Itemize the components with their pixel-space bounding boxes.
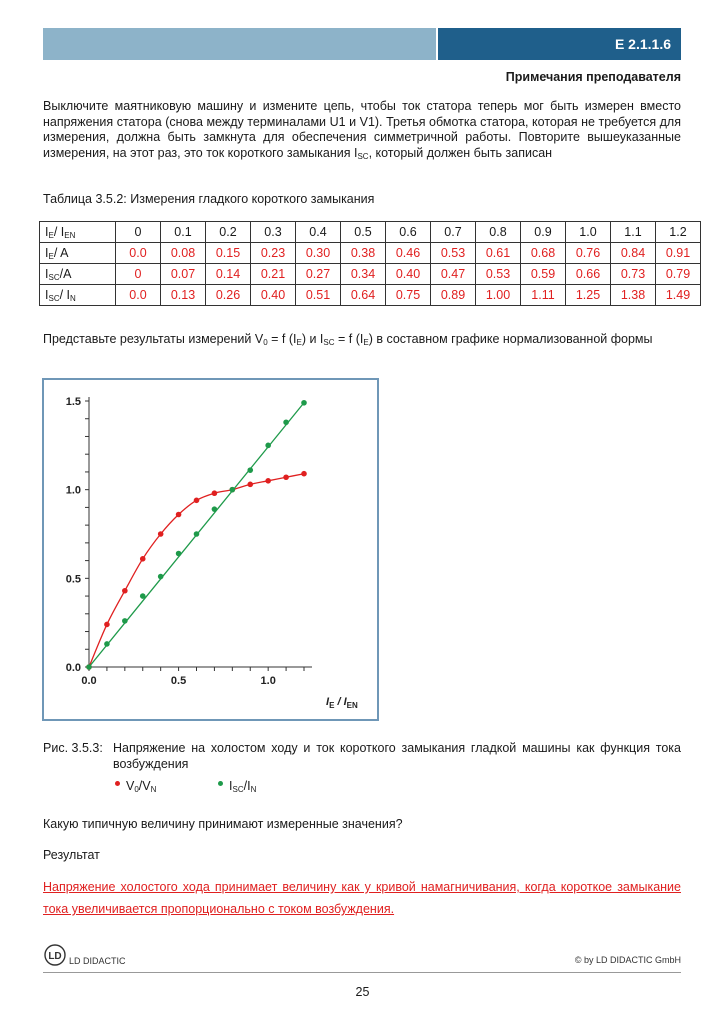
data-point-isc <box>212 506 218 512</box>
table-cell: 0.53 <box>431 243 476 264</box>
answer-text: Напряжение холостого хода принимает величину как у кривой намагничивания, когда короткое замыкание тока увеличивается пропорционально с током возбуждения. <box>43 880 681 916</box>
table-row <box>40 285 701 306</box>
table-cell: 0.0 <box>116 243 161 264</box>
x-tick-label: 1.0 <box>260 675 276 687</box>
copyright: © by LD DIDACTIC GmbH <box>574 955 681 965</box>
table-row-label: $I_{SC}/$ $I_N$ <box>40 285 116 306</box>
result-label: Результат <box>43 848 100 862</box>
chart-frame <box>42 378 379 721</box>
table-header-cell: 0.9 <box>521 222 566 243</box>
table-cell: 1.38 <box>611 285 656 306</box>
table-cell: 0.61 <box>476 243 521 264</box>
table-header-cell: 0.2 <box>206 222 251 243</box>
data-point-v0 <box>194 498 200 504</box>
data-point-v0 <box>247 482 253 488</box>
data-point-isc <box>283 419 289 425</box>
table-header-row <box>40 222 701 243</box>
table-cell: 0.84 <box>611 243 656 264</box>
table-header-cell: 0.1 <box>161 222 206 243</box>
table-cell: 1.25 <box>566 285 611 306</box>
y-tick-label: 1.0 <box>65 484 81 497</box>
table-header-cell: 0.5 <box>341 222 386 243</box>
table-cell: 0.0 <box>116 285 161 306</box>
table-cell: 0.23 <box>251 243 296 264</box>
figure-number: Рис. 3.5.3: <box>43 741 103 755</box>
table-cell: 0.15 <box>206 243 251 264</box>
table-cell: 0.21 <box>251 264 296 285</box>
page-number: 25 <box>355 985 370 999</box>
table-row <box>40 264 701 285</box>
question-text: Какую типичную величину принимают измеренные значения? <box>43 817 403 831</box>
table-header-cell: 0.4 <box>296 222 341 243</box>
ld-logo-icon <box>44 942 66 968</box>
x-tick-label: 0.5 <box>170 675 187 687</box>
table-cell: 0.76 <box>566 243 611 264</box>
data-point-v0 <box>158 531 164 537</box>
logo-text: LD DIDACTIC <box>69 956 126 966</box>
table-cell: 0.07 <box>161 264 206 285</box>
table-cell: 0.40 <box>386 264 431 285</box>
data-point-isc <box>230 487 236 493</box>
table-header-cell: 0.6 <box>386 222 431 243</box>
table-cell: 0.66 <box>566 264 611 285</box>
table-cell: 0.64 <box>341 285 386 306</box>
table-cell: 0.30 <box>296 243 341 264</box>
table-cell: 0.59 <box>521 264 566 285</box>
table-cell: 0.73 <box>611 264 656 285</box>
legend-isc: $I_{SC}/I_N$ <box>218 779 256 793</box>
table-cell: 0.51 <box>296 285 341 306</box>
present-instruction: Представьте результаты измерений $V_0 = f$ $(I_E)$ и $I_{SC} = f$ $(I_E)$ в составном графике нормализованной формы <box>43 332 653 347</box>
data-point-v0 <box>176 512 182 518</box>
table-cell: 0.75 <box>386 285 431 306</box>
table-row <box>40 243 701 264</box>
table-header-cell: 1.0 <box>566 222 611 243</box>
y-tick-label: 0.5 <box>65 573 81 586</box>
chart <box>44 380 381 723</box>
table-header-cell: 0.8 <box>476 222 521 243</box>
data-point-isc <box>301 400 307 406</box>
table-row-label: $I_E/$ A <box>40 243 116 264</box>
data-point-isc <box>265 443 271 449</box>
data-point-isc <box>194 531 200 537</box>
table-header-cell: 1.2 <box>656 222 701 243</box>
table-cell: 0.38 <box>341 243 386 264</box>
x-tick-label: 0.0 <box>81 675 97 687</box>
table-cell: 1.11 <box>521 285 566 306</box>
data-point-isc <box>176 551 182 557</box>
header-code: E 2.1.1.6 <box>438 28 681 60</box>
table-cell: 0.40 <box>251 285 296 306</box>
data-point-isc <box>140 593 146 599</box>
table-header-label: $I_E/$ $I_{EN}$ <box>40 222 116 243</box>
intro-paragraph: Выключите маятниковую машину и измените цепь, чтобы ток статора теперь мог быть измерен вместо напряжения статора (снова между терминалами U1 и V1). Третья обмотка статора, которая не требуется для измерения, должна быть замкнута для обеспечения симметричной работы. Повторите вышеуказанные измерения, на этот раз, это ток короткого замыкания $I_{SC}$, который должен быть записан <box>43 99 681 161</box>
table-cell: 0.13 <box>161 285 206 306</box>
table-cell: 0.34 <box>341 264 386 285</box>
data-point-v0 <box>283 474 289 480</box>
table-cell: 0.27 <box>296 264 341 285</box>
header-bar <box>43 28 436 60</box>
data-point-isc <box>104 641 110 647</box>
data-point-v0 <box>212 490 218 496</box>
footer-divider <box>43 972 681 973</box>
table-header-cell: 1.1 <box>611 222 656 243</box>
data-point-isc <box>158 574 164 580</box>
table-cell: 0.79 <box>656 264 701 285</box>
table-header-cell: 0 <box>116 222 161 243</box>
table-cell: 1.00 <box>476 285 521 306</box>
table-caption: Таблица 3.5.2: Измерения гладкого короткого замыкания <box>43 192 375 206</box>
y-tick-label: 1.5 <box>65 396 81 408</box>
data-point-v0 <box>122 588 128 594</box>
table-cell: 0.26 <box>206 285 251 306</box>
table-cell: 0.91 <box>656 243 701 264</box>
figure-caption: Напряжение на холостом ходу и ток короткого замыкания гладкой машины как функция тока возбуждения <box>113 741 681 771</box>
table-cell: 1.49 <box>656 285 701 306</box>
ld-logo <box>44 942 126 968</box>
data-point-v0 <box>140 556 146 562</box>
legend-green-dot-icon <box>218 781 223 786</box>
page-subtitle: Примечания преподавателя <box>505 70 681 84</box>
table-header-cell: 0.7 <box>431 222 476 243</box>
table-cell: 0 <box>116 264 161 285</box>
data-point-v0 <box>301 471 307 477</box>
data-point-v0 <box>104 622 110 628</box>
table-cell: 0.14 <box>206 264 251 285</box>
data-point-isc <box>122 618 128 624</box>
measurement-table <box>39 221 701 306</box>
logo-mark-text: LD <box>48 951 62 962</box>
table-cell: 0.46 <box>386 243 431 264</box>
table-cell: 0.53 <box>476 264 521 285</box>
table-cell: 0.47 <box>431 264 476 285</box>
legend-v0: $V_0/V_N$ <box>115 779 156 793</box>
legend-red-dot-icon <box>115 781 120 786</box>
table-header-cell: 0.3 <box>251 222 296 243</box>
data-point-isc <box>86 664 92 670</box>
data-point-v0 <box>265 478 271 484</box>
table-row-label: $I_{SC}/A$ <box>40 264 116 285</box>
table-cell: 0.08 <box>161 243 206 264</box>
table-cell: 0.89 <box>431 285 476 306</box>
table-cell: 0.68 <box>521 243 566 264</box>
data-point-isc <box>247 467 253 473</box>
y-tick-label: 0.0 <box>65 662 81 674</box>
x-axis-label: $I_E / I_{EN}$ <box>326 696 358 710</box>
